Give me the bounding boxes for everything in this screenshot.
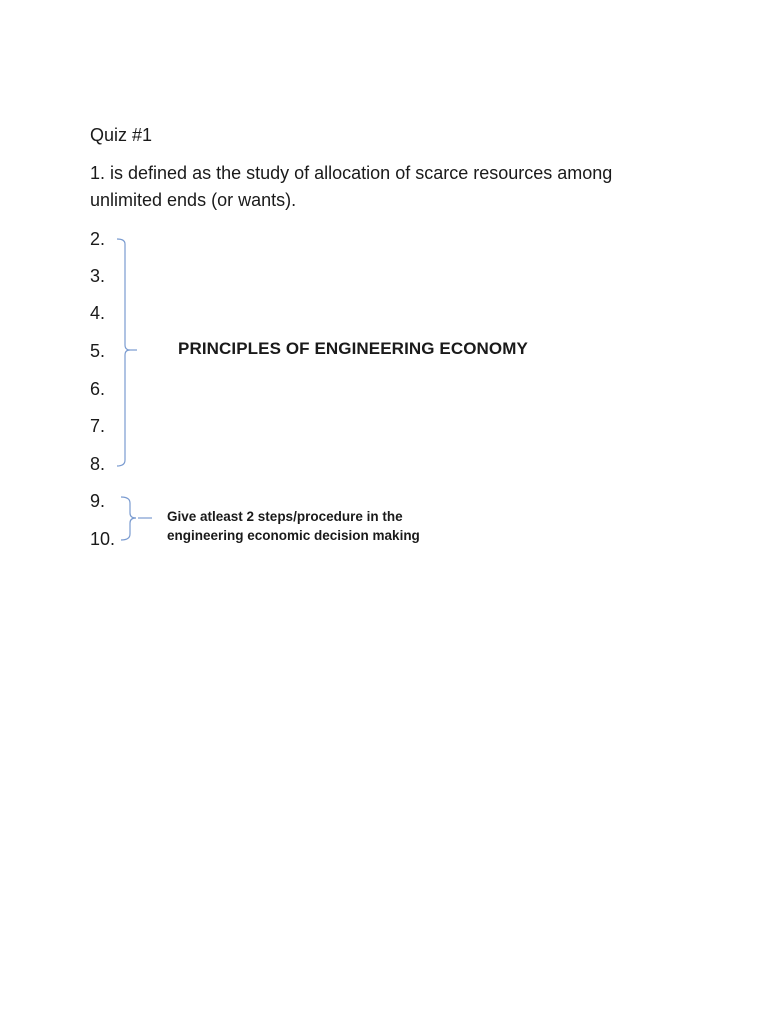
item-4: 4. [90, 303, 106, 323]
quiz-title: Quiz #1 [90, 125, 153, 145]
item-6: 6. [90, 379, 106, 399]
question-1: 1. is defined as the study of allocation of scarce resources among unlimited ends (or wants). [90, 163, 613, 210]
item-9: 9. [90, 491, 106, 511]
principles-bracket [117, 239, 130, 466]
item-2: 2. [90, 229, 106, 249]
steps-label [167, 507, 420, 545]
item-10: 10. [90, 529, 116, 549]
item-7: 7. [90, 416, 106, 436]
steps-label-line-1: Give atleast 2 steps/procedure in the [167, 509, 403, 524]
steps-label-line-2: engineering economic decision making [167, 528, 420, 543]
item-3: 3. [90, 266, 106, 286]
item-5: 5. [90, 341, 106, 361]
principles-label: PRINCIPLES OF ENGINEERING ECONOMY [178, 339, 528, 358]
item-8: 8. [90, 454, 106, 474]
steps-bracket [121, 497, 136, 540]
